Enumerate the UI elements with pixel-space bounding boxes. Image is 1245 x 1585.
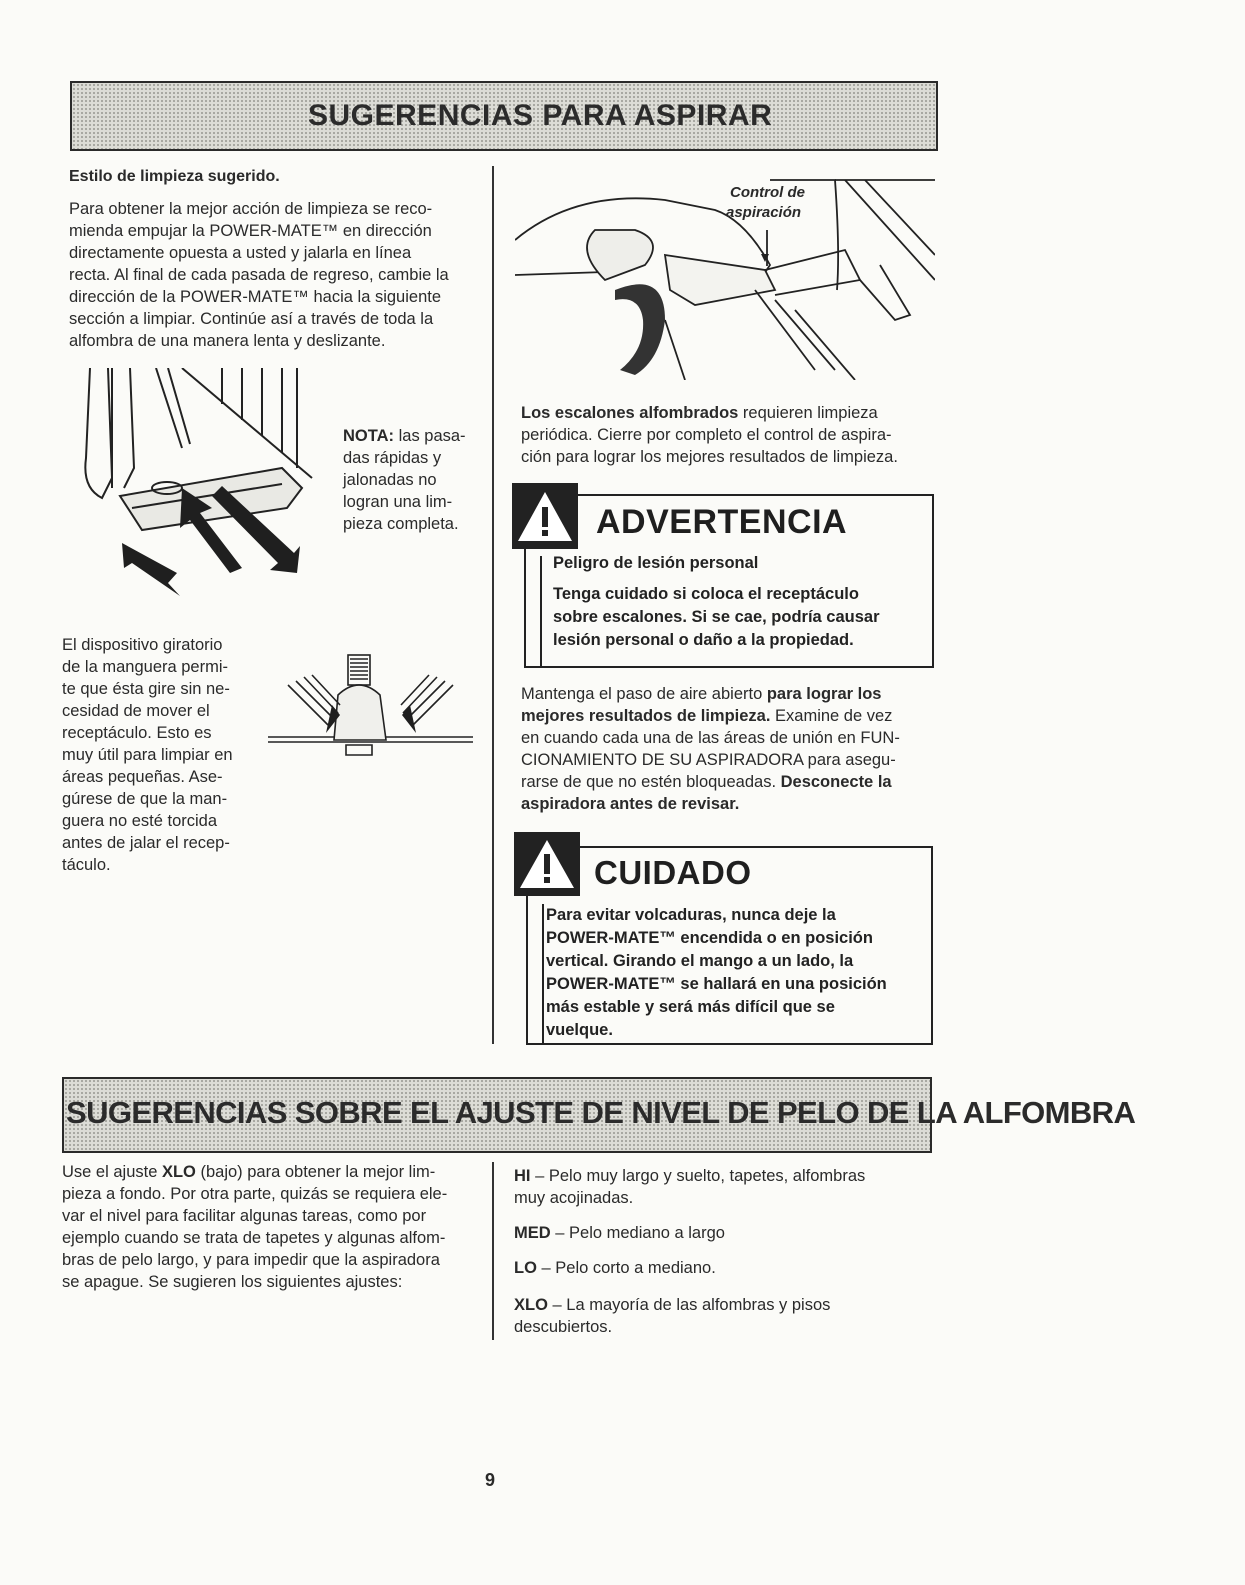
paragraph-line: directamente opuesta a usted y jalarla en línea — [69, 244, 412, 262]
paragraph-line: táculo. — [62, 856, 111, 874]
setting-desc: – Pelo corto a mediano. — [536, 1259, 716, 1277]
text-run: Use el ajuste — [62, 1163, 162, 1181]
paragraph-line: sección a limpiar. Continúe así a través de toda la — [69, 310, 434, 328]
note-line: logran una lim- — [343, 493, 453, 511]
paragraph-line: ción para lograr los mejores resultados de limpieza. — [521, 448, 898, 466]
paragraph-line: antes de jalar el recep- — [62, 834, 230, 852]
control-label-line2: aspiración — [726, 204, 802, 221]
paragraph-line: gúrese de que la man- — [62, 790, 228, 808]
section-title: SUGERENCIAS PARA ASPIRAR — [308, 99, 773, 132]
section-title: SUGERENCIAS SOBRE EL AJUSTE DE NIVEL DE PELO DE LA ALFOMBRA — [66, 1095, 1136, 1130]
paragraph-line: se apague. Se sugieren los siguientes ajustes: — [62, 1273, 403, 1291]
paragraph-line: El dispositivo giratorio — [62, 636, 223, 654]
paragraph-line: CIONAMIENTO DE SU ASPIRADORA para asegu- — [521, 751, 896, 769]
caution-icon — [514, 832, 580, 896]
text-run: Examine de vez — [770, 707, 893, 725]
box-accent-line — [542, 904, 544, 1043]
paragraph-line: muy útil para limpiar en — [62, 746, 233, 764]
setting-desc: – La mayoría de las alfombras y pisos — [547, 1296, 831, 1314]
paragraph-line: ejemplo cuando se trata de tapetes y algunas alfom- — [62, 1229, 446, 1247]
note-line: las pasa- — [394, 427, 466, 445]
caution-title: CUIDADO — [594, 854, 752, 891]
paragraph-line: dirección de la POWER-MATE™ hacia la siguiente — [69, 288, 442, 306]
paragraph-line: receptáculo. Esto es — [62, 724, 212, 742]
setting-key: HI — [514, 1167, 531, 1185]
caution-body-line: Para evitar volcaduras, nunca deje la — [546, 906, 836, 924]
warning-body-line: Tenga cuidado si coloca el receptáculo — [553, 585, 859, 603]
section-banner-vacuuming-tips — [70, 81, 938, 151]
suction-control-illustration — [515, 170, 935, 380]
setting-desc: – Pelo muy largo y suelto, tapetes, alfombras — [530, 1167, 866, 1185]
caution-body-line: POWER-MATE™ encendida o en posición — [546, 929, 873, 947]
text-run: Mantenga el paso de aire abierto — [521, 685, 767, 703]
text-run-bold: aspiradora antes de revisar. — [521, 795, 740, 813]
stairs-bold: Los escalones alfombrados — [521, 404, 739, 422]
power-mate-push-pull-illustration — [72, 368, 322, 603]
setting-desc: – Pelo mediano a largo — [550, 1224, 725, 1242]
warning-body-line: sobre escalones. Si se cae, podría causar — [553, 608, 880, 626]
caution-body-line: vuelque. — [546, 1021, 613, 1039]
warning-subtitle: Peligro de lesión personal — [553, 554, 759, 572]
paragraph-line: mienda empujar la POWER-MATE™ en dirección — [69, 222, 432, 240]
warning-title: ADVERTENCIA — [596, 503, 848, 541]
paragraph-line: en cuando cada una de las áreas de unión en FUN- — [521, 729, 900, 747]
setting-lo — [514, 1257, 716, 1280]
warning-body-line: lesión personal o daño a la propiedad. — [553, 631, 854, 649]
subheading-cleaning-style: Estilo de limpieza sugerido. — [69, 168, 280, 185]
column-divider — [492, 1162, 494, 1340]
paragraph-line: te que ésta gire sin ne- — [62, 680, 230, 698]
paragraph-line: recta. Al final de cada pasada de regreso, cambie la — [69, 266, 449, 284]
caution-body-line: más estable y será más difícil que se — [546, 998, 835, 1016]
paragraph-line: pieza a fondo. Por otra parte, quizás se requiera ele- — [62, 1185, 448, 1203]
paragraph-line: var el nivel para facilitar algunas tareas, como por — [62, 1207, 427, 1225]
text-run-bold: para lograr los — [766, 685, 882, 703]
caution-body-line: POWER-MATE™ se hallará en una posición — [546, 975, 887, 993]
setting-key: MED — [514, 1224, 551, 1242]
text-run-bold: Desconecte la — [780, 773, 892, 791]
box-accent-line — [540, 556, 542, 666]
column-divider — [492, 166, 494, 1044]
text-run-bold: mejores resultados de limpieza. — [521, 707, 771, 725]
text-run: (bajo) para obtener la mejor lim- — [195, 1163, 436, 1181]
note-label: NOTA: — [343, 427, 395, 445]
note-line: jalonadas no — [343, 471, 437, 489]
text-run: rarse de que no estén bloqueadas. — [521, 773, 781, 791]
paragraph-line: Para obtener la mejor acción de limpieza se reco- — [69, 200, 433, 218]
page-number: 9 — [485, 1470, 496, 1490]
section-banner-pile-height — [62, 1077, 1136, 1153]
setting-desc: descubiertos. — [514, 1318, 613, 1336]
setting-med — [514, 1222, 725, 1245]
hose-swivel-illustration — [268, 645, 478, 765]
paragraph-line: periódica. Cierre por completo el control de aspira- — [521, 426, 892, 444]
stairs-text: requieren limpieza — [738, 404, 878, 422]
paragraph-line: áreas pequeñas. Ase- — [62, 768, 223, 786]
warning-icon — [512, 483, 578, 549]
setting-xlo — [514, 1294, 830, 1317]
setting-xlo-inline: XLO — [161, 1163, 196, 1181]
paragraph-line: alfombra de una manera lenta y deslizante. — [69, 332, 386, 350]
control-label-line1: Control de — [730, 184, 805, 201]
note-line: pieza completa. — [343, 515, 459, 533]
setting-desc: muy acojinadas. — [514, 1189, 634, 1207]
note-line: das rápidas y — [343, 449, 442, 467]
setting-key: LO — [514, 1259, 537, 1277]
setting-hi — [514, 1165, 865, 1188]
paragraph-line: cesidad de mover el — [62, 702, 210, 720]
paragraph-line: bras de pelo largo, y para impedir que la aspiradora — [62, 1251, 440, 1269]
paragraph-line: guera no esté torcida — [62, 812, 218, 830]
caution-body-line: vertical. Girando el mango a un lado, la — [546, 952, 854, 970]
paragraph-line: de la manguera permi- — [62, 658, 228, 676]
setting-key: XLO — [514, 1296, 548, 1314]
